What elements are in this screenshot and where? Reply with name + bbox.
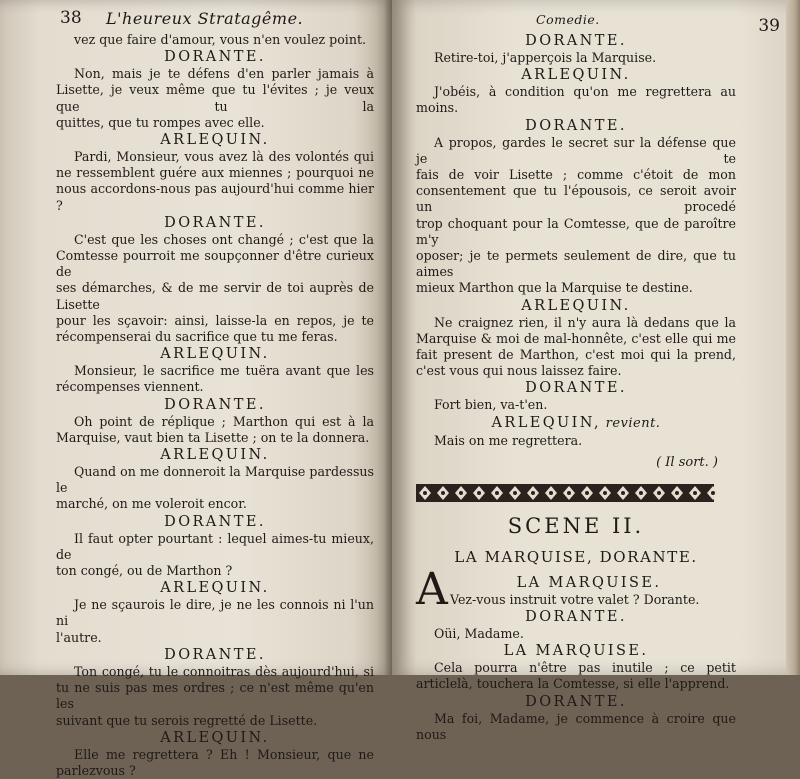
speaker-name [416, 379, 736, 397]
right-page-content [416, 8, 780, 742]
speaker-name [56, 396, 374, 414]
ornament-dot [693, 491, 697, 495]
speaker-label: ARLEQUIN. [160, 447, 270, 464]
dialogue-line: Elle me regrettera ? Eh ! Monsieur, que ne parlezvous ? [56, 746, 374, 778]
speaker-label: ARLEQUIN, [491, 414, 601, 431]
ornament-dot [495, 491, 499, 495]
ornament-dot [549, 491, 553, 495]
dialogue-line: Non, mais je te défens d'en parler jamais à Lisette, je veux même que tu l'évites ; je veux que tu la [56, 66, 374, 114]
dialogue-line: ne ressemblent guére aux miennes ; pourquoi ne [56, 165, 374, 181]
speaker-name [56, 646, 374, 664]
speaker-name [416, 693, 736, 711]
speaker-name [56, 214, 374, 232]
left-page-content [56, 8, 374, 778]
speaker-label: ARLEQUIN. [160, 132, 270, 149]
drop-cap: A [416, 563, 448, 615]
dialogue-line: fais de voir Lisette ; comme c'étoit de mon consentement que tu l'épousois, ce seroit avoir un procedé [416, 167, 736, 215]
speaker-name: LA MARQUISE. [516, 574, 662, 591]
ornament-dot [423, 491, 427, 495]
left-running-title: L'heureux Stratagême. [106, 9, 304, 28]
speaker-label: DORANTE. [525, 117, 627, 134]
ornament-dot [441, 491, 445, 495]
ornament-dot [531, 491, 535, 495]
speaker-label: DORANTE. [525, 609, 627, 626]
dialogue-line: Quand on me donneroit la Marquise pardessus le [56, 464, 374, 496]
speaker-label: DORANTE. [164, 49, 266, 66]
dialogue-line: Mais on me regrettera. [434, 432, 583, 448]
dialogue-line: Pardi, Monsieur, vous avez là des volontés qui [74, 149, 374, 165]
right-running-head [416, 8, 780, 36]
stage-note: revient. [600, 415, 661, 431]
speaker-name [56, 446, 374, 464]
speaker-label: DORANTE. [164, 646, 266, 663]
left-page-text [56, 32, 374, 779]
right-page [392, 0, 800, 742]
dialogue-line: Retire-toi, j'apperçois la Marquise. [434, 50, 657, 65]
speaker-label: ARLEQUIN. [521, 67, 631, 84]
speaker-name [56, 729, 374, 747]
speaker-name [416, 66, 736, 84]
ornament-icon [416, 484, 714, 502]
ornament-band [416, 484, 736, 502]
ornament-dot [459, 491, 463, 495]
speaker-name [56, 345, 374, 363]
dialogue-line: pour les sçavoir: ainsi, laisse-la en repos, je te récompenserai du sacrifice que tu me feras. [56, 312, 374, 345]
left-running-head [56, 8, 374, 32]
scene-title: SCENE II. [507, 513, 645, 538]
speaker-label: ARLEQUIN. [160, 580, 270, 597]
stage-direction: ( Il sort. ) [656, 454, 718, 470]
dialogue-line: quittes, que tu rompes avec elle. [56, 114, 265, 130]
speaker-label: LA MARQUISE. [503, 643, 649, 660]
speaker-label: ARLEQUIN. [160, 346, 270, 363]
dialogue-line: nous accordons-nous pas aujourd'hui comme hier ? [56, 181, 374, 213]
dialogue-line: Monsieur, le sacrifice me tuëra avant que les récompenses viennent. [56, 363, 374, 395]
dialogue-line: Marquise & moi de mal-honnête, c'est elle qui me [416, 330, 736, 346]
ornament-dot [585, 491, 589, 495]
ornament-dot [513, 491, 517, 495]
ornament-dot [675, 491, 679, 495]
dialogue-line: C'est que les choses ont changé ; c'est que la [74, 231, 374, 247]
right-page-text-before [416, 32, 736, 449]
left-page-number: 38 [60, 8, 82, 28]
dialogue-line: tu ne suis pas mes ordres ; ce n'est même qu'en les [56, 680, 374, 712]
speaker-name [56, 579, 374, 597]
right-page-text-after [416, 608, 736, 743]
ornament-dot [567, 491, 571, 495]
speaker-name [416, 642, 736, 660]
dialogue-line: Ton congé, tu le connoitras dès aujourd'hui, si [74, 663, 374, 679]
speaker-label: DORANTE. [525, 33, 627, 49]
speaker-name [416, 608, 736, 626]
dialogue-line: Je ne sçaurois le dire, je ne les connois ni l'un ni [56, 597, 374, 629]
dialogue-line: oposer; je te permets seulement de dire, que tu aimes [416, 248, 736, 280]
dialogue-line: ton congé, ou de Marthon ? [56, 563, 233, 579]
right-page-number: 39 [758, 16, 780, 36]
speaker-label: DORANTE. [525, 693, 627, 710]
dialogue-line: Cela pourra n'être pas inutile ; ce petit articlelà, touchera la Comtesse, si elle l'apprend. [416, 660, 736, 692]
dialogue-line: mieux Marthon que la Marquise te destine. [416, 280, 693, 296]
speaker-label: DORANTE. [164, 214, 266, 231]
speaker-label: ARLEQUIN. [160, 729, 270, 746]
dialogue-line: ses démarches, & de me servir de toi auprès de Lisette [56, 280, 374, 312]
speaker-name [416, 414, 736, 433]
dialogue-line: Oh point de réplique ; Marthon qui est à la Marquise, vaut bien ta Lisette ; on te la donnera. [56, 413, 374, 445]
ornament-dot [711, 491, 715, 495]
dialogue-line: trop choquant pour la Comtesse, que de paroître m'y [416, 215, 736, 247]
ornament-dot [603, 491, 607, 495]
ornament-dot [477, 491, 481, 495]
dialogue-line: vez que faire d'amour, vous n'en voulez point. [74, 32, 367, 47]
ornament-dot [639, 491, 643, 495]
page-edge [786, 0, 800, 675]
dialogue-line: Vez-vous instruit votre valet ? Dorante. [450, 591, 700, 607]
dialogue-line: Ma foi, Madame, je commence à croire que nous [416, 710, 736, 742]
speaker-name [56, 513, 374, 531]
speaker-label: ARLEQUIN. [521, 297, 631, 314]
dialogue-line: J'obéis, à condition qu'on me regrettera au [434, 84, 736, 100]
speaker-label: DORANTE. [164, 396, 266, 413]
speaker-label: DORANTE. [164, 513, 266, 530]
scene-opening [416, 563, 736, 615]
dialogue-line: marché, on me voleroit encor. [56, 496, 247, 512]
dialogue-line: moins. [416, 100, 459, 116]
speaker-name [56, 48, 374, 66]
dialogue-line: fait present de Marthon, c'est moi qui la prend, [416, 347, 736, 363]
dialogue-line: Comtesse pourroit me soupçonner d'être curieux de [56, 248, 374, 280]
dialogue-line: suivant que tu serois regretté de Lisette. [56, 712, 318, 728]
dialogue-line: Oüi, Madame. [434, 626, 524, 642]
speaker-name [416, 32, 736, 50]
dialogue-line: c'est vous qui nous laissez faire. [416, 363, 622, 379]
ornament-dot [621, 491, 625, 495]
speaker-label: DORANTE. [525, 380, 627, 397]
ornament-dot [657, 491, 661, 495]
scene-cast: LA MARQUISE, DORANTE. [454, 547, 698, 566]
dialogue-line: A propos, gardes le secret sur la défense que je te [416, 134, 736, 166]
speaker-name [416, 117, 736, 135]
dialogue-line: Fort bien, va-t'en. [434, 397, 548, 413]
speaker-name [416, 297, 736, 315]
speaker-name [56, 131, 374, 149]
dialogue-line: Il faut opter pourtant : lequel aimes-tu mieux, de [56, 530, 374, 562]
left-page [0, 0, 392, 778]
dialogue-line: l'autre. [56, 629, 102, 645]
dialogue-line: Ne craignez rien, il n'y aura là dedans que la [434, 314, 736, 330]
right-running-title: Comedie. [536, 12, 600, 27]
